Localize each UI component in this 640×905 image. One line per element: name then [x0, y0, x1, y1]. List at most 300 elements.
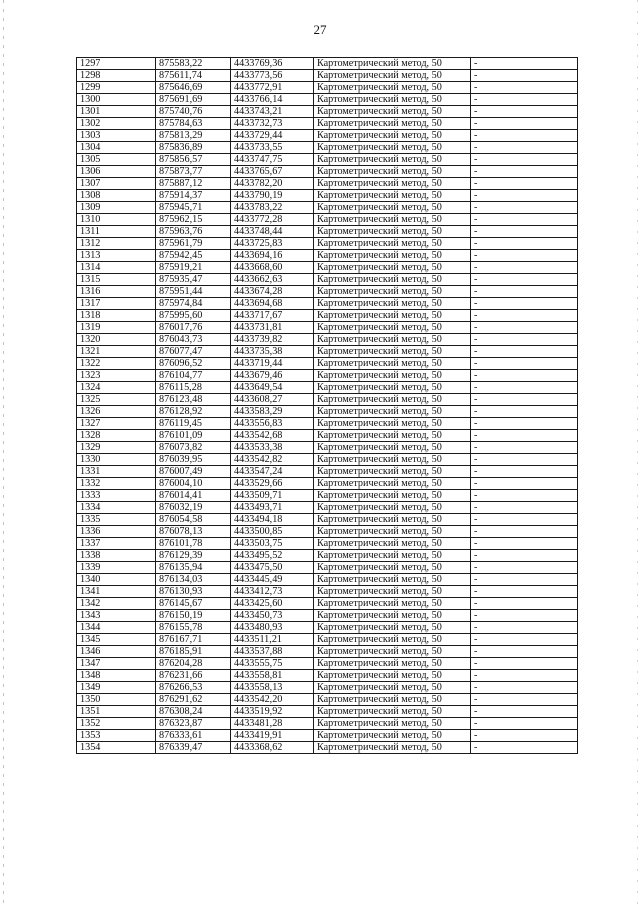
x-coordinate-cell: 876323,87	[156, 718, 231, 730]
x-coordinate-cell: 875873,77	[156, 166, 231, 178]
y-coordinate-cell: 4433748,44	[231, 226, 314, 238]
table-row	[77, 646, 578, 658]
x-coordinate-cell: 876339,47	[156, 742, 231, 754]
point-number-cell: 1311	[77, 226, 156, 238]
table-row	[77, 370, 578, 382]
x-coordinate-cell: 876014,41	[156, 490, 231, 502]
method-cell: Картометрический метод, 50	[314, 646, 471, 658]
x-coordinate-cell: 875919,21	[156, 262, 231, 274]
y-coordinate-cell: 4433679,46	[231, 370, 314, 382]
x-coordinate-cell: 875935,47	[156, 274, 231, 286]
method-cell: Картометрический метод, 50	[314, 430, 471, 442]
x-coordinate-cell: 876077,47	[156, 346, 231, 358]
point-number-cell: 1330	[77, 454, 156, 466]
x-coordinate-cell: 875646,69	[156, 82, 231, 94]
method-cell: Картометрический метод, 50	[314, 226, 471, 238]
table-row	[77, 730, 578, 742]
point-number-cell: 1303	[77, 130, 156, 142]
x-coordinate-cell: 875583,22	[156, 58, 231, 70]
x-coordinate-cell: 875942,45	[156, 250, 231, 262]
method-cell: Картометрический метод, 50	[314, 250, 471, 262]
point-number-cell: 1338	[77, 550, 156, 562]
y-coordinate-cell: 4433509,71	[231, 490, 314, 502]
method-cell: Картометрический метод, 50	[314, 178, 471, 190]
x-coordinate-cell: 876043,73	[156, 334, 231, 346]
table-row	[77, 118, 578, 130]
table-row	[77, 382, 578, 394]
point-number-cell: 1335	[77, 514, 156, 526]
y-coordinate-cell: 4433547,24	[231, 466, 314, 478]
x-coordinate-cell: 875963,76	[156, 226, 231, 238]
point-number-cell: 1314	[77, 262, 156, 274]
error-cell: -	[471, 622, 578, 634]
error-cell: -	[471, 298, 578, 310]
error-cell: -	[471, 82, 578, 94]
error-cell: -	[471, 190, 578, 202]
x-coordinate-cell: 876185,91	[156, 646, 231, 658]
point-number-cell: 1350	[77, 694, 156, 706]
x-coordinate-cell: 876073,82	[156, 442, 231, 454]
point-number-cell: 1340	[77, 574, 156, 586]
table-row	[77, 190, 578, 202]
point-number-cell: 1329	[77, 442, 156, 454]
table-row	[77, 274, 578, 286]
x-coordinate-cell: 875856,57	[156, 154, 231, 166]
x-coordinate-cell: 875611,74	[156, 70, 231, 82]
error-cell: -	[471, 550, 578, 562]
error-cell: -	[471, 382, 578, 394]
x-coordinate-cell: 876101,09	[156, 430, 231, 442]
table-row	[77, 310, 578, 322]
method-cell: Картометрический метод, 50	[314, 190, 471, 202]
method-cell: Картометрический метод, 50	[314, 418, 471, 430]
table-row	[77, 718, 578, 730]
table-row	[77, 94, 578, 106]
x-coordinate-cell: 876308,24	[156, 706, 231, 718]
y-coordinate-cell: 4433542,68	[231, 430, 314, 442]
point-number-cell: 1313	[77, 250, 156, 262]
error-cell: -	[471, 682, 578, 694]
table-row	[77, 694, 578, 706]
error-cell: -	[471, 214, 578, 226]
table-row	[77, 286, 578, 298]
error-cell: -	[471, 694, 578, 706]
table-row	[77, 154, 578, 166]
table-row	[77, 634, 578, 646]
point-number-cell: 1346	[77, 646, 156, 658]
table-row	[77, 610, 578, 622]
x-coordinate-cell: 875813,29	[156, 130, 231, 142]
x-coordinate-cell: 875914,37	[156, 190, 231, 202]
point-number-cell: 1300	[77, 94, 156, 106]
error-cell: -	[471, 106, 578, 118]
error-cell: -	[471, 478, 578, 490]
table-row	[77, 670, 578, 682]
error-cell: -	[471, 118, 578, 130]
method-cell: Картометрический метод, 50	[314, 622, 471, 634]
y-coordinate-cell: 4433694,16	[231, 250, 314, 262]
y-coordinate-cell: 4433608,27	[231, 394, 314, 406]
point-number-cell: 1348	[77, 670, 156, 682]
point-number-cell: 1319	[77, 322, 156, 334]
method-cell: Картометрический метод, 50	[314, 526, 471, 538]
method-cell: Картометрический метод, 50	[314, 382, 471, 394]
method-cell: Картометрический метод, 50	[314, 322, 471, 334]
method-cell: Картометрический метод, 50	[314, 142, 471, 154]
method-cell: Картометрический метод, 50	[314, 706, 471, 718]
table-row	[77, 490, 578, 502]
point-number-cell: 1354	[77, 742, 156, 754]
error-cell: -	[471, 442, 578, 454]
table-row	[77, 622, 578, 634]
method-cell: Картометрический метод, 50	[314, 370, 471, 382]
x-coordinate-cell: 876167,71	[156, 634, 231, 646]
table-row	[77, 562, 578, 574]
y-coordinate-cell: 4433649,54	[231, 382, 314, 394]
error-cell: -	[471, 226, 578, 238]
point-number-cell: 1331	[77, 466, 156, 478]
table-row	[77, 406, 578, 418]
y-coordinate-cell: 4433717,67	[231, 310, 314, 322]
y-coordinate-cell: 4433368,62	[231, 742, 314, 754]
coordinates-table-body	[77, 58, 578, 754]
method-cell: Картометрический метод, 50	[314, 694, 471, 706]
table-row	[77, 70, 578, 82]
table-row	[77, 226, 578, 238]
method-cell: Картометрический метод, 50	[314, 598, 471, 610]
point-number-cell: 1341	[77, 586, 156, 598]
table-row	[77, 418, 578, 430]
point-number-cell: 1306	[77, 166, 156, 178]
table-row	[77, 82, 578, 94]
x-coordinate-cell: 876115,28	[156, 382, 231, 394]
point-number-cell: 1326	[77, 406, 156, 418]
point-number-cell: 1309	[77, 202, 156, 214]
point-number-cell: 1347	[77, 658, 156, 670]
point-number-cell: 1318	[77, 310, 156, 322]
point-number-cell: 1305	[77, 154, 156, 166]
point-number-cell: 1304	[77, 142, 156, 154]
method-cell: Картометрический метод, 50	[314, 166, 471, 178]
point-number-cell: 1297	[77, 58, 156, 70]
error-cell: -	[471, 742, 578, 754]
table-row	[77, 322, 578, 334]
point-number-cell: 1302	[77, 118, 156, 130]
x-coordinate-cell: 876266,53	[156, 682, 231, 694]
x-coordinate-cell: 875974,84	[156, 298, 231, 310]
x-coordinate-cell: 876150,19	[156, 610, 231, 622]
table-row	[77, 514, 578, 526]
method-cell: Картометрический метод, 50	[314, 718, 471, 730]
error-cell: -	[471, 502, 578, 514]
error-cell: -	[471, 574, 578, 586]
point-number-cell: 1352	[77, 718, 156, 730]
point-number-cell: 1312	[77, 238, 156, 250]
error-cell: -	[471, 58, 578, 70]
method-cell: Картометрический метод, 50	[314, 610, 471, 622]
point-number-cell: 1323	[77, 370, 156, 382]
table-row	[77, 238, 578, 250]
x-coordinate-cell: 876096,52	[156, 358, 231, 370]
method-cell: Картометрический метод, 50	[314, 658, 471, 670]
x-coordinate-cell: 876155,78	[156, 622, 231, 634]
y-coordinate-cell: 4433475,50	[231, 562, 314, 574]
point-number-cell: 1324	[77, 382, 156, 394]
coordinates-table	[76, 57, 578, 754]
y-coordinate-cell: 4433769,36	[231, 58, 314, 70]
method-cell: Картометрический метод, 50	[314, 346, 471, 358]
error-cell: -	[471, 418, 578, 430]
y-coordinate-cell: 4433743,21	[231, 106, 314, 118]
method-cell: Картометрический метод, 50	[314, 70, 471, 82]
x-coordinate-cell: 876104,77	[156, 370, 231, 382]
y-coordinate-cell: 4433542,20	[231, 694, 314, 706]
method-cell: Картометрический метод, 50	[314, 406, 471, 418]
y-coordinate-cell: 4433419,91	[231, 730, 314, 742]
point-number-cell: 1327	[77, 418, 156, 430]
y-coordinate-cell: 4433662,63	[231, 274, 314, 286]
table-row	[77, 298, 578, 310]
error-cell: -	[471, 70, 578, 82]
x-coordinate-cell: 875887,12	[156, 178, 231, 190]
y-coordinate-cell: 4433445,49	[231, 574, 314, 586]
point-number-cell: 1310	[77, 214, 156, 226]
x-coordinate-cell: 876291,62	[156, 694, 231, 706]
page-number: 27	[313, 22, 327, 37]
point-number-cell: 1320	[77, 334, 156, 346]
method-cell: Картометрический метод, 50	[314, 118, 471, 130]
method-cell: Картометрический метод, 50	[314, 274, 471, 286]
point-number-cell: 1315	[77, 274, 156, 286]
table-row	[77, 214, 578, 226]
table-row	[77, 466, 578, 478]
x-coordinate-cell: 876204,28	[156, 658, 231, 670]
method-cell: Картометрический метод, 50	[314, 106, 471, 118]
x-coordinate-cell: 875951,44	[156, 286, 231, 298]
error-cell: -	[471, 286, 578, 298]
x-coordinate-cell: 875784,63	[156, 118, 231, 130]
table-row	[77, 262, 578, 274]
y-coordinate-cell: 4433583,29	[231, 406, 314, 418]
method-cell: Картометрический метод, 50	[314, 502, 471, 514]
error-cell: -	[471, 322, 578, 334]
point-number-cell: 1345	[77, 634, 156, 646]
point-number-cell: 1325	[77, 394, 156, 406]
table-row	[77, 334, 578, 346]
y-coordinate-cell: 4433668,60	[231, 262, 314, 274]
table-row	[77, 538, 578, 550]
method-cell: Картометрический метод, 50	[314, 550, 471, 562]
y-coordinate-cell: 4433772,91	[231, 82, 314, 94]
x-coordinate-cell: 875995,60	[156, 310, 231, 322]
table-row	[77, 442, 578, 454]
table-row	[77, 58, 578, 70]
error-cell: -	[471, 346, 578, 358]
error-cell: -	[471, 454, 578, 466]
method-cell: Картометрический метод, 50	[314, 202, 471, 214]
x-coordinate-cell: 876054,58	[156, 514, 231, 526]
y-coordinate-cell: 4433735,38	[231, 346, 314, 358]
y-coordinate-cell: 4433537,88	[231, 646, 314, 658]
error-cell: -	[471, 538, 578, 550]
error-cell: -	[471, 370, 578, 382]
x-coordinate-cell: 876007,49	[156, 466, 231, 478]
table-row	[77, 346, 578, 358]
table-row	[77, 526, 578, 538]
error-cell: -	[471, 250, 578, 262]
error-cell: -	[471, 526, 578, 538]
scan-edge-left	[3, 0, 4, 905]
table-row	[77, 430, 578, 442]
y-coordinate-cell: 4433725,83	[231, 238, 314, 250]
x-coordinate-cell: 876128,92	[156, 406, 231, 418]
point-number-cell: 1342	[77, 598, 156, 610]
error-cell: -	[471, 202, 578, 214]
error-cell: -	[471, 730, 578, 742]
x-coordinate-cell: 875691,69	[156, 94, 231, 106]
error-cell: -	[471, 310, 578, 322]
table-row	[77, 142, 578, 154]
method-cell: Картометрический метод, 50	[314, 394, 471, 406]
method-cell: Картометрический метод, 50	[314, 94, 471, 106]
y-coordinate-cell: 4433529,66	[231, 478, 314, 490]
point-number-cell: 1308	[77, 190, 156, 202]
x-coordinate-cell: 876134,03	[156, 574, 231, 586]
point-number-cell: 1334	[77, 502, 156, 514]
point-number-cell: 1301	[77, 106, 156, 118]
method-cell: Картометрический метод, 50	[314, 58, 471, 70]
error-cell: -	[471, 262, 578, 274]
point-number-cell: 1344	[77, 622, 156, 634]
y-coordinate-cell: 4433558,13	[231, 682, 314, 694]
error-cell: -	[471, 358, 578, 370]
point-number-cell: 1328	[77, 430, 156, 442]
table-row	[77, 202, 578, 214]
y-coordinate-cell: 4433480,93	[231, 622, 314, 634]
x-coordinate-cell: 876130,93	[156, 586, 231, 598]
method-cell: Картометрический метод, 50	[314, 514, 471, 526]
y-coordinate-cell: 4433500,85	[231, 526, 314, 538]
point-number-cell: 1333	[77, 490, 156, 502]
y-coordinate-cell: 4433782,20	[231, 178, 314, 190]
method-cell: Картометрический метод, 50	[314, 286, 471, 298]
x-coordinate-cell: 876101,78	[156, 538, 231, 550]
y-coordinate-cell: 4433729,44	[231, 130, 314, 142]
point-number-cell: 1322	[77, 358, 156, 370]
method-cell: Картометрический метод, 50	[314, 310, 471, 322]
method-cell: Картометрический метод, 50	[314, 214, 471, 226]
table-row	[77, 178, 578, 190]
error-cell: -	[471, 130, 578, 142]
table-row	[77, 478, 578, 490]
method-cell: Картометрический метод, 50	[314, 442, 471, 454]
table-row	[77, 130, 578, 142]
method-cell: Картометрический метод, 50	[314, 682, 471, 694]
y-coordinate-cell: 4433555,75	[231, 658, 314, 670]
x-coordinate-cell: 876333,61	[156, 730, 231, 742]
error-cell: -	[471, 562, 578, 574]
x-coordinate-cell: 876145,67	[156, 598, 231, 610]
table-row	[77, 250, 578, 262]
y-coordinate-cell: 4433493,71	[231, 502, 314, 514]
y-coordinate-cell: 4433694,68	[231, 298, 314, 310]
error-cell: -	[471, 334, 578, 346]
scan-edge-right	[637, 0, 638, 905]
method-cell: Картометрический метод, 50	[314, 478, 471, 490]
y-coordinate-cell: 4433495,52	[231, 550, 314, 562]
point-number-cell: 1353	[77, 730, 156, 742]
error-cell: -	[471, 634, 578, 646]
table-row	[77, 586, 578, 598]
y-coordinate-cell: 4433747,75	[231, 154, 314, 166]
x-coordinate-cell: 876078,13	[156, 526, 231, 538]
point-number-cell: 1299	[77, 82, 156, 94]
error-cell: -	[471, 706, 578, 718]
x-coordinate-cell: 876231,66	[156, 670, 231, 682]
method-cell: Картометрический метод, 50	[314, 586, 471, 598]
y-coordinate-cell: 4433542,82	[231, 454, 314, 466]
method-cell: Картометрический метод, 50	[314, 562, 471, 574]
point-number-cell: 1332	[77, 478, 156, 490]
x-coordinate-cell: 875962,15	[156, 214, 231, 226]
y-coordinate-cell: 4433790,19	[231, 190, 314, 202]
error-cell: -	[471, 274, 578, 286]
y-coordinate-cell: 4433425,60	[231, 598, 314, 610]
error-cell: -	[471, 490, 578, 502]
table-row	[77, 682, 578, 694]
y-coordinate-cell: 4433556,83	[231, 418, 314, 430]
point-number-cell: 1351	[77, 706, 156, 718]
error-cell: -	[471, 598, 578, 610]
table-row	[77, 574, 578, 586]
method-cell: Картометрический метод, 50	[314, 538, 471, 550]
method-cell: Картометрический метод, 50	[314, 334, 471, 346]
method-cell: Картометрический метод, 50	[314, 490, 471, 502]
x-coordinate-cell: 876119,45	[156, 418, 231, 430]
method-cell: Картометрический метод, 50	[314, 130, 471, 142]
point-number-cell: 1321	[77, 346, 156, 358]
table-row	[77, 502, 578, 514]
x-coordinate-cell: 876032,19	[156, 502, 231, 514]
point-number-cell: 1307	[77, 178, 156, 190]
method-cell: Картометрический метод, 50	[314, 466, 471, 478]
point-number-cell: 1343	[77, 610, 156, 622]
y-coordinate-cell: 4433719,44	[231, 358, 314, 370]
x-coordinate-cell: 876135,94	[156, 562, 231, 574]
error-cell: -	[471, 610, 578, 622]
y-coordinate-cell: 4433772,28	[231, 214, 314, 226]
x-coordinate-cell: 875740,76	[156, 106, 231, 118]
error-cell: -	[471, 658, 578, 670]
x-coordinate-cell: 876129,39	[156, 550, 231, 562]
table-row	[77, 550, 578, 562]
error-cell: -	[471, 718, 578, 730]
point-number-cell: 1336	[77, 526, 156, 538]
method-cell: Картометрический метод, 50	[314, 238, 471, 250]
y-coordinate-cell: 4433674,28	[231, 286, 314, 298]
error-cell: -	[471, 514, 578, 526]
table-row	[77, 742, 578, 754]
error-cell: -	[471, 142, 578, 154]
x-coordinate-cell: 875945,71	[156, 202, 231, 214]
y-coordinate-cell: 4433732,73	[231, 118, 314, 130]
error-cell: -	[471, 406, 578, 418]
method-cell: Картометрический метод, 50	[314, 298, 471, 310]
table-row	[77, 706, 578, 718]
point-number-cell: 1298	[77, 70, 156, 82]
error-cell: -	[471, 178, 578, 190]
y-coordinate-cell: 4433558,81	[231, 670, 314, 682]
